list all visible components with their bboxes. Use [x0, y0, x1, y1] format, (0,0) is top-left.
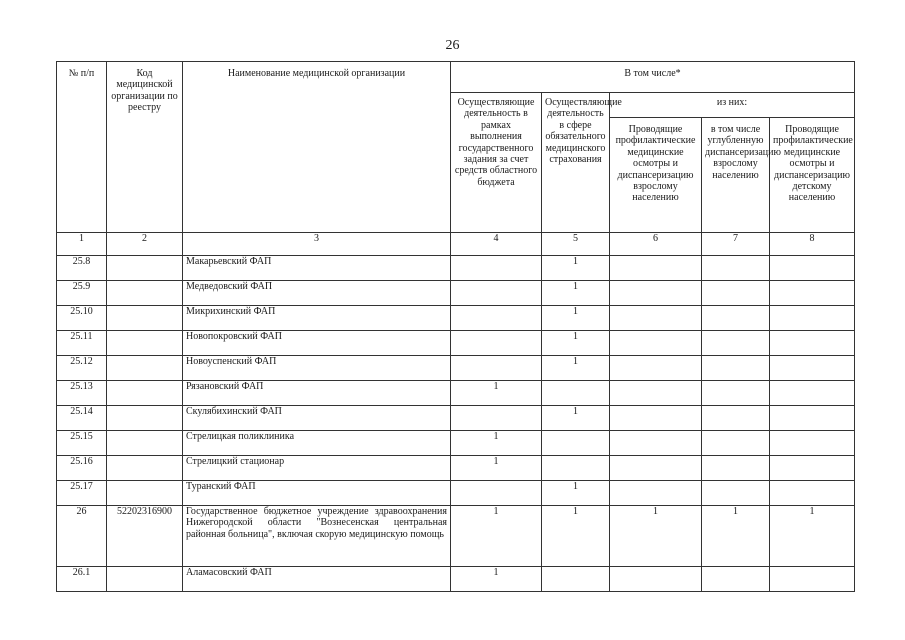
table-row [57, 306, 855, 331]
row-col8 [770, 281, 855, 306]
row-name: Туранский ФАП [183, 481, 451, 506]
row-code [107, 567, 183, 592]
table-row [57, 506, 855, 567]
row-col6 [610, 567, 702, 592]
row-name: Аламасовский ФАП [183, 567, 451, 592]
column-number: 4 [451, 233, 542, 256]
row-col7 [702, 356, 770, 381]
row-col8 [770, 431, 855, 456]
column-number: 5 [542, 233, 610, 256]
column-number: 8 [770, 233, 855, 256]
table-row [57, 567, 855, 592]
row-col4 [451, 281, 542, 306]
row-col8 [770, 456, 855, 481]
row-num: 25.9 [57, 281, 107, 306]
header-code: Код медицинской организации по реестру [107, 62, 183, 233]
row-col7: 1 [702, 506, 770, 567]
row-name: Медведовский ФАП [183, 281, 451, 306]
row-col5: 1 [542, 406, 610, 431]
row-num: 25.16 [57, 456, 107, 481]
row-name: Скулябихинский ФАП [183, 406, 451, 431]
row-col6 [610, 281, 702, 306]
header-regional-budget: Осуществляющие деятельность в рамках выполнения государственного задания за счет средств областного бюджета [451, 93, 542, 233]
row-col5: 1 [542, 306, 610, 331]
row-col8 [770, 381, 855, 406]
row-col7 [702, 456, 770, 481]
row-col4 [451, 406, 542, 431]
row-col6 [610, 306, 702, 331]
row-col4: 1 [451, 431, 542, 456]
row-col4 [451, 256, 542, 281]
row-code: 52202316900 [107, 506, 183, 567]
row-name: Государственное бюджетное учреждение здравоохранения Нижегородской области "Вознесенская центральная районная больница", включая скорую медицинскую помощь [183, 506, 451, 567]
row-name: Новопокровский ФАП [183, 331, 451, 356]
row-col5 [542, 381, 610, 406]
row-code [107, 306, 183, 331]
row-col6 [610, 356, 702, 381]
row-col7 [702, 256, 770, 281]
row-num: 25.10 [57, 306, 107, 331]
table-row [57, 431, 855, 456]
row-col5: 1 [542, 256, 610, 281]
header-child-exams: Проводящие профилактические медицинские осмотры и диспансеризацию детскому населению [770, 118, 855, 233]
row-col6 [610, 406, 702, 431]
row-num: 26.1 [57, 567, 107, 592]
row-num: 25.13 [57, 381, 107, 406]
row-col5: 1 [542, 281, 610, 306]
row-num: 25.14 [57, 406, 107, 431]
row-col8 [770, 256, 855, 281]
column-number-row [57, 233, 855, 256]
row-col6 [610, 431, 702, 456]
row-name: Микрихинский ФАП [183, 306, 451, 331]
header-name: Наименование медицинской организации [183, 62, 451, 233]
row-num: 25.12 [57, 356, 107, 381]
column-number: 1 [57, 233, 107, 256]
row-col6 [610, 481, 702, 506]
row-col8 [770, 331, 855, 356]
table-row [57, 256, 855, 281]
row-col4 [451, 356, 542, 381]
row-col7 [702, 331, 770, 356]
row-col5: 1 [542, 356, 610, 381]
row-num: 25.17 [57, 481, 107, 506]
table-row [57, 456, 855, 481]
row-col4: 1 [451, 381, 542, 406]
table-row [57, 406, 855, 431]
row-col6 [610, 256, 702, 281]
row-col4 [451, 481, 542, 506]
row-col4: 1 [451, 456, 542, 481]
row-col7 [702, 381, 770, 406]
header-num: № п/п [57, 62, 107, 233]
row-num: 25.11 [57, 331, 107, 356]
row-col7 [702, 481, 770, 506]
header-oms: Осуществляющие деятельность в сфере обязательного медицинского страхования [542, 93, 610, 233]
row-num: 26 [57, 506, 107, 567]
row-code [107, 356, 183, 381]
row-col8 [770, 356, 855, 381]
table-row [57, 356, 855, 381]
row-code [107, 431, 183, 456]
row-col8 [770, 306, 855, 331]
row-col8 [770, 567, 855, 592]
row-col7 [702, 406, 770, 431]
row-col7 [702, 281, 770, 306]
row-col8 [770, 481, 855, 506]
column-number: 7 [702, 233, 770, 256]
header-including: В том числе* [451, 62, 855, 93]
table-row [57, 281, 855, 306]
row-col4: 1 [451, 567, 542, 592]
row-code [107, 406, 183, 431]
column-number: 2 [107, 233, 183, 256]
table-row [57, 381, 855, 406]
row-col8 [770, 406, 855, 431]
row-name: Макарьевский ФАП [183, 256, 451, 281]
row-code [107, 331, 183, 356]
row-col4 [451, 306, 542, 331]
row-name: Стрелицкая поликлиника [183, 431, 451, 456]
row-code [107, 481, 183, 506]
row-col5 [542, 431, 610, 456]
row-col5: 1 [542, 481, 610, 506]
row-name: Рязановский ФАП [183, 381, 451, 406]
row-col4: 1 [451, 506, 542, 567]
row-col6 [610, 381, 702, 406]
row-col4 [451, 331, 542, 356]
row-name: Стрелицкий стационар [183, 456, 451, 481]
header-of-them: из них: [610, 93, 855, 118]
row-col5: 1 [542, 506, 610, 567]
row-col6 [610, 456, 702, 481]
row-col5 [542, 567, 610, 592]
row-col6 [610, 331, 702, 356]
header-adult-exams: Проводящие профилактические медицинские осмотры и диспансеризацию взрослому населению [610, 118, 702, 233]
row-col7 [702, 431, 770, 456]
row-col5 [542, 456, 610, 481]
page-number: 26 [445, 38, 460, 53]
row-num: 25.15 [57, 431, 107, 456]
row-col8: 1 [770, 506, 855, 567]
column-number: 3 [183, 233, 451, 256]
header-deep-exams: в том числе углубленную диспансеризацию взрослому населению [702, 118, 770, 233]
row-col7 [702, 567, 770, 592]
row-num: 25.8 [57, 256, 107, 281]
row-code [107, 456, 183, 481]
row-code [107, 256, 183, 281]
medical-organizations-table [56, 61, 855, 592]
column-number: 6 [610, 233, 702, 256]
table-row [57, 481, 855, 506]
row-name: Новоуспенский ФАП [183, 356, 451, 381]
row-code [107, 381, 183, 406]
row-code [107, 281, 183, 306]
row-col7 [702, 306, 770, 331]
row-col6: 1 [610, 506, 702, 567]
table-row [57, 331, 855, 356]
row-col5: 1 [542, 331, 610, 356]
